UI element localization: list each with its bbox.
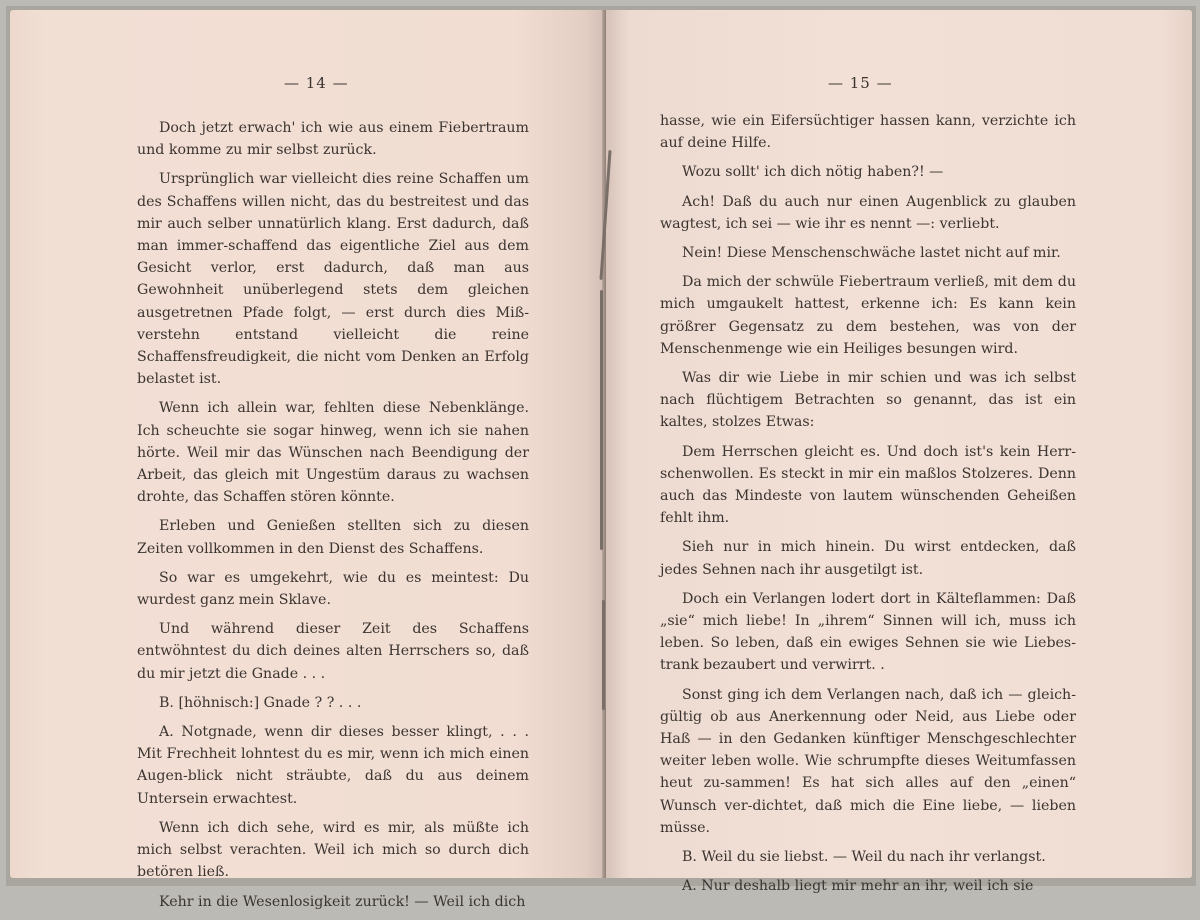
right-page-text (660, 110, 1076, 905)
paragraph: B. [höhnisch:] Gnade ? ? . . . (159, 694, 362, 711)
paragraph: Wenn ich allein war, fehlten diese Nebenklänge. Ich scheuchte sie sogar hinweg, wenn ich sie nahen hörte. Weil mir das Wünschen nach Beendigung der Arbeit, das gleich mit Ungestüm daraus zu wachsen drohte, das Schaffen stören könnte. (137, 400, 529, 506)
left-page-text (137, 117, 529, 920)
paragraph: Sonst ging ich dem Verlangen nach, daß ich — gleich-gültig ob aus Anerkennung oder Neid, aus Liebe oder Haß — in den Gedanken künftiger Menschgeschlechter weiter leben wolle. Wie schrumpfte dieses Weitumfassen heut zu-sammen! Es hat sich alles auf den „einen“ Wunsch ver-dichtet, daß mich die Eine liebe, — lieben müsse. (660, 686, 1076, 836)
right-page-number: — 15 — (828, 74, 893, 92)
paragraph: hasse, wie ein Eifersüchtiger hassen kann, verzichte ich auf deine Hilfe. (660, 113, 1076, 152)
paragraph: Nein! Diese Menschenschwäche lastet nicht auf mir. (682, 245, 1061, 262)
paragraph: Und während dieser Zeit des Schaffens entwöhntest du dich deines alten Herrschers so, daß du mir jetzt die Gnade . . . (137, 621, 529, 682)
binding-thread-bottom (602, 600, 605, 710)
paragraph: Wenn ich dich sehe, wird es mir, als müßte ich mich selbst verachten. Weil ich mich so durch dich betören ließ. (137, 819, 529, 881)
paragraph: Ach! Daß du auch nur einen Augenblick zu glauben wagtest, ich sei — wie ihr es nennt —: verliebt. (660, 193, 1076, 232)
paragraph: Dem Herrschen gleicht es. Und doch ist's kein Herr-schenwollen. Es steckt in mir ein maßlos Stolzeres. Denn auch das Mindeste von lautem wünschenden Geheißen fehlt ihm. (660, 443, 1076, 527)
paragraph: Ursprünglich war vielleicht dies reine Schaffen um des Schaffens willen nicht, das du bestreitest und das mir auch selber unnatürlich klang. Erst dadurch, daß man immer-schaffend das eigentliche Ziel aus dem Gesicht verlor, erst dadurch, daß man aus Gewohnheit unüberlegend stets dem gleichen ausgetretnen Pfade folgt, — erst durch dies Miß-verstehn entstand vielleicht die reine Schaffensfreudigkeit, die nicht vom Denken an Erfolg belastet ist. (137, 171, 529, 388)
left-page-number: — 14 — (284, 74, 349, 92)
paragraph: Sieh nur in mich hinein. Du wirst entdecken, daß jedes Sehnen nach ihr ausgetilgt ist. (660, 539, 1076, 578)
paragraph: Erleben und Genießen stellten sich zu diesen Zeiten vollkommen in den Dienst des Schaffens. (137, 518, 529, 557)
paragraph: So war es umgekehrt, wie du es meintest: Du wurdest ganz mein Sklave. (137, 569, 529, 609)
paragraph: Doch ein Verlangen lodert dort in Kälteflammen: Daß „sie“ mich liebe! In „ihrem“ Sinnen will ich, muss ich leben. So leben, daß ein ewiges Sehnen sie wie Liebes-trank bezaubert und verwirrt. . (660, 590, 1076, 674)
paragraph: B. Weil du sie liebst. — Weil du nach ihr verlangst. (682, 849, 1046, 866)
paragraph: A. Notgnade, wenn dir dieses besser klingt, . . . Mit Frechheit lohntest du es mir, wenn ich mich einen Augen-blick nicht sträubte, daß du aus deinem Untersein erwachtest. (137, 724, 529, 807)
paragraph: Kehr in die Wesenlosigkeit zurück! — Weil ich dich (159, 893, 526, 910)
paragraph: Wozu sollt' ich dich nötig haben?! — (682, 164, 944, 181)
paragraph: A. Nur deshalb liegt mir mehr an ihr, weil ich sie (682, 878, 1034, 895)
binding-thread-middle (600, 290, 603, 550)
paragraph: Was dir wie Liebe in mir schien und was ich selbst nach flüchtigem Betrachten so genannt, das ist ein kaltes, stolzes Etwas: (660, 370, 1076, 431)
paragraph: Da mich der schwüle Fiebertraum verließ, mit dem du mich umgaukelt hattest, erkenne ich: Es kann kein größrer Gegensatz zu dem bestehen, was von der Menschenmenge wie ein Heiliges besungen wird. (660, 274, 1076, 357)
paragraph: Doch jetzt erwach' ich wie aus einem Fiebertraum und komme zu mir selbst zurück. (137, 120, 529, 159)
